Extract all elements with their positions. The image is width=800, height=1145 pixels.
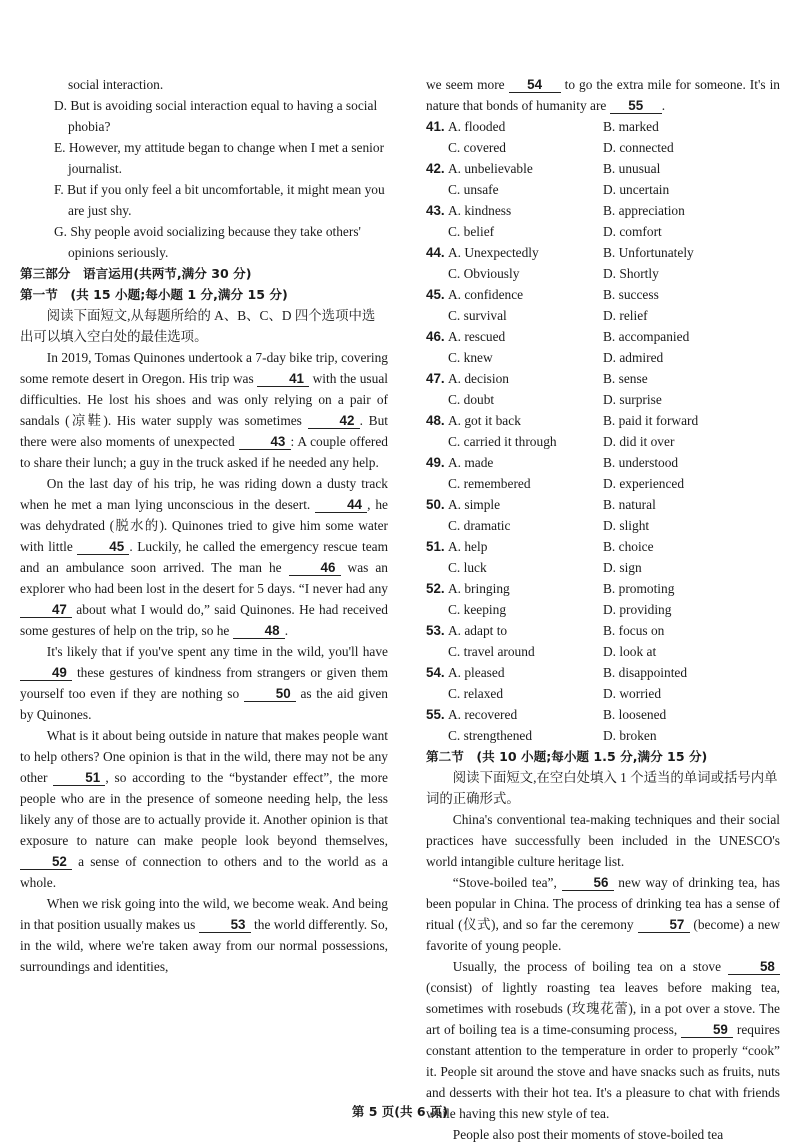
- answer-option[interactable]: B. unusual: [603, 161, 661, 176]
- question-row: [426, 242, 780, 263]
- blank-41[interactable]: 41: [257, 371, 309, 387]
- question-row: [426, 431, 780, 452]
- passage-paragraph-3: It's likely that if you've spent any time in the wild, you'll have 49 these gestures of kindness from strangers or given them yourself too even if they are nothing so 50 as the aid given by Quinones.: [20, 644, 389, 722]
- section2-instruction: 阅读下面短文,在空白处填入 1 个适当的单词或括号内单词的正确形式。: [426, 770, 778, 806]
- answer-option[interactable]: A. rescued: [448, 329, 506, 344]
- question-number: 41.: [426, 119, 445, 134]
- tea-paragraph-1: China's conventional tea-making techniques and their social practices have successfully been included in the UNESCO's world intangible culture heritage list.: [426, 812, 780, 869]
- answer-option[interactable]: A. got it back: [448, 413, 521, 428]
- question-row: [426, 473, 780, 494]
- answer-option[interactable]: D. uncertain: [603, 182, 670, 197]
- question-number: [426, 473, 448, 494]
- blank-54[interactable]: 54: [509, 77, 561, 93]
- answer-option[interactable]: C. luck: [448, 560, 487, 575]
- question-row: [426, 158, 780, 179]
- question-row: [426, 137, 780, 158]
- answer-option[interactable]: D. look at: [603, 644, 657, 659]
- answer-option[interactable]: C. doubt: [448, 392, 495, 407]
- question-row: [426, 578, 780, 599]
- question-number: 52.: [426, 581, 445, 596]
- answer-option[interactable]: B. appreciation: [603, 203, 685, 218]
- answer-option[interactable]: C. unsafe: [448, 182, 499, 197]
- question-row: [426, 452, 780, 473]
- answer-option[interactable]: D. connected: [603, 140, 674, 155]
- answer-option[interactable]: A. confidence: [448, 287, 524, 302]
- answer-option[interactable]: B. loosened: [603, 707, 667, 722]
- blank-42[interactable]: 42: [308, 413, 360, 429]
- question-number: [426, 347, 448, 368]
- answer-option[interactable]: C. Obviously: [448, 266, 520, 281]
- question-row: [426, 263, 780, 284]
- answer-option[interactable]: D. broken: [603, 728, 657, 743]
- question-number: [426, 431, 448, 452]
- option-c-continued: social interaction.: [68, 77, 164, 92]
- question-number: [426, 305, 448, 326]
- blank-58[interactable]: 58: [728, 959, 780, 975]
- choice-questions-table: [426, 116, 780, 746]
- tea-paragraph-4: People also post their moments of stove-boiled tea: [452, 1127, 724, 1142]
- answer-option[interactable]: D. surprise: [603, 392, 662, 407]
- answer-option[interactable]: C. dramatic: [448, 518, 511, 533]
- question-number: 45.: [426, 287, 445, 302]
- answer-option[interactable]: B. accompanied: [603, 329, 690, 344]
- answer-option[interactable]: A. flooded: [448, 119, 506, 134]
- answer-option[interactable]: B. marked: [603, 119, 659, 134]
- answer-option[interactable]: B. promoting: [603, 581, 675, 596]
- question-row: [426, 347, 780, 368]
- answer-option[interactable]: A. bringing: [448, 581, 510, 596]
- answer-option[interactable]: C. relaxed: [448, 686, 504, 701]
- question-number: 42.: [426, 161, 445, 176]
- answer-option[interactable]: D. sign: [603, 560, 642, 575]
- blank-55[interactable]: 55: [610, 98, 662, 114]
- answer-option[interactable]: D. relief: [603, 308, 648, 323]
- tea-paragraph-2: “Stove-boiled tea”, 56 new way of drinking tea, has been popular in China. The process of drinking tea has a sense of ritual (仪式), and so far the ceremony 57 (become) a new favorite of young people.: [426, 875, 780, 953]
- question-row: [426, 599, 780, 620]
- option-g: G. Shy people avoid socializing because they take others' opinions seriously.: [54, 224, 361, 260]
- question-row: [426, 368, 780, 389]
- answer-option[interactable]: C. remembered: [448, 476, 531, 491]
- question-row: [426, 704, 780, 725]
- question-number: [426, 515, 448, 536]
- option-d: D. But is avoiding social interaction equal to having a social phobia?: [54, 98, 378, 134]
- question-row: [426, 515, 780, 536]
- question-row: [426, 410, 780, 431]
- question-number: [426, 641, 448, 662]
- question-row: [426, 326, 780, 347]
- question-row: [426, 221, 780, 242]
- option-e: E. However, my attitude began to change when I met a senior journalist.: [54, 140, 385, 176]
- blank-52[interactable]: 52: [20, 854, 72, 870]
- blank-51[interactable]: 51: [53, 770, 105, 786]
- answer-option[interactable]: B. understood: [603, 455, 679, 470]
- blank-48[interactable]: 48: [233, 623, 285, 639]
- answer-option[interactable]: C. keeping: [448, 602, 507, 617]
- answer-option[interactable]: C. strengthened: [448, 728, 533, 743]
- question-number: 50.: [426, 497, 445, 512]
- answer-option[interactable]: C. belief: [448, 224, 495, 239]
- answer-option[interactable]: C. travel around: [448, 644, 535, 659]
- question-number: [426, 599, 448, 620]
- answer-option[interactable]: B. natural: [603, 497, 656, 512]
- answer-option[interactable]: A. help: [448, 539, 488, 554]
- passage-paragraph-5-continued: we seem more 54 to go the extra mile for someone. It's in nature that bonds of humanity are 55 .: [426, 77, 780, 113]
- blank-56[interactable]: 56: [562, 875, 614, 891]
- answer-option[interactable]: D. admired: [603, 350, 664, 365]
- question-number: 48.: [426, 413, 445, 428]
- question-row: [426, 725, 780, 746]
- question-row: [426, 662, 780, 683]
- question-number: [426, 263, 448, 284]
- passage-paragraph-1: In 2019, Tomas Quinones undertook a 7-day bike trip, covering some remote desert in Oregon. His trip was 41 with the usual difficulties. He lost his shoes and was only relying on a pair of sandals (凉鞋). His water supply was sometimes 42 . But there were also moments of unexpected 43 : A couple offered to share their lunch; a guy in the truck asked if he needed any help.: [20, 350, 389, 470]
- question-number: [426, 221, 448, 242]
- question-number: [426, 389, 448, 410]
- question-number: 51.: [426, 539, 445, 554]
- question-number: [426, 725, 448, 746]
- answer-option[interactable]: A. recovered: [448, 707, 518, 722]
- answer-option[interactable]: A. simple: [448, 497, 501, 512]
- page-footer: 第 5 页(共 6 页): [351, 1104, 449, 1119]
- answer-option[interactable]: C. survival: [448, 308, 507, 323]
- question-row: [426, 641, 780, 662]
- tea-paragraph-3: Usually, the process of boiling tea on a stove 58 (consist) of lightly roasting tea leaves before making tea, sometimes with rosebuds (玫瑰花蕾), in a pot over a stove. The art of boiling tea is a time-consuming process, 59 requires constant attention to the temperature in order to properly “cook” it. People sit around the stove and have snacks such as fruits, nuts and desserts with their hot tea. It's a pleasure to chat with friends while having this new style of tea.: [426, 959, 780, 1121]
- question-number: 47.: [426, 371, 445, 386]
- blank-43[interactable]: 43: [239, 434, 291, 450]
- section2-heading: 第二节 (共 10 小题;每小题 1.5 分,满分 15 分): [426, 749, 708, 764]
- answer-option[interactable]: C. knew: [448, 350, 493, 365]
- option-f: F. But if you only feel a bit uncomfortable, it might mean you are just shy.: [54, 182, 385, 218]
- blank-46[interactable]: 46: [289, 560, 341, 576]
- answer-option[interactable]: B. focus on: [603, 623, 665, 638]
- answer-option[interactable]: D. worried: [603, 686, 662, 701]
- answer-option[interactable]: D. comfort: [603, 224, 662, 239]
- question-number: 55.: [426, 707, 445, 722]
- answer-option[interactable]: D. Shortly: [603, 266, 659, 281]
- answer-option[interactable]: B. Unfortunately: [603, 245, 694, 260]
- answer-option[interactable]: A. decision: [448, 371, 509, 386]
- answer-option[interactable]: A. unbelievable: [448, 161, 533, 176]
- question-row: [426, 494, 780, 515]
- question-row: [426, 536, 780, 557]
- passage-paragraph-4: What is it about being outside in nature that makes people want to help others? One opinion is that in the wild, there may not be any other 51 , so according to the “bystander effect”, the more people who are in the presence of someone needing help, the less likely any of those are to actually provide it. Another opinion is that exposure to nature can make people look beyond themselves, 52 a sense of connection to others and to the world as a whole.: [20, 728, 388, 890]
- question-row: [426, 389, 780, 410]
- answer-option[interactable]: D. did it over: [603, 434, 675, 449]
- blank-44[interactable]: 44: [315, 497, 367, 513]
- answer-option[interactable]: B. disappointed: [603, 665, 688, 680]
- answer-option[interactable]: B. paid it forward: [603, 413, 699, 428]
- question-number: [426, 179, 448, 200]
- blank-59[interactable]: 59: [681, 1022, 733, 1038]
- answer-option[interactable]: B. success: [603, 287, 659, 302]
- left-column: [20, 74, 388, 977]
- section1-heading: 第一节 (共 15 小题;每小题 1 分,满分 15 分): [20, 287, 288, 302]
- question-number: 53.: [426, 623, 445, 638]
- answer-option[interactable]: A. kindness: [448, 203, 512, 218]
- question-number: [426, 557, 448, 578]
- blank-47[interactable]: 47: [20, 602, 72, 618]
- answer-option[interactable]: B. sense: [603, 371, 648, 386]
- question-number: 43.: [426, 203, 445, 218]
- question-row: [426, 200, 780, 221]
- question-number: 49.: [426, 455, 445, 470]
- question-row: [426, 305, 780, 326]
- blank-50[interactable]: 50: [244, 686, 296, 702]
- question-number: [426, 137, 448, 158]
- question-row: [426, 620, 780, 641]
- answer-option[interactable]: C. carried it through: [448, 434, 557, 449]
- answer-option[interactable]: A. Unexpectedly: [448, 245, 539, 260]
- answer-option[interactable]: A. made: [448, 455, 494, 470]
- question-number: 46.: [426, 329, 445, 344]
- section1-instruction: 阅读下面短文,从每题所给的 A、B、C、D 四个选项中选出可以填入空白处的最佳选项。: [20, 308, 376, 344]
- question-row: [426, 683, 780, 704]
- right-column: [426, 74, 780, 1145]
- answer-option[interactable]: B. choice: [603, 539, 654, 554]
- passage-paragraph-5: When we risk going into the wild, we become weak. And being in that position usually makes us 53 the world differently. So, in the wild, where we're taken away from our normal possessions, surroundings and identities,: [20, 896, 388, 974]
- answer-option[interactable]: C. covered: [448, 140, 507, 155]
- blank-57[interactable]: 57: [638, 917, 690, 933]
- blank-45[interactable]: 45: [77, 539, 129, 555]
- question-row: [426, 116, 780, 137]
- part3-heading: 第三部分 语言运用(共两节,满分 30 分): [20, 266, 252, 281]
- question-row: [426, 179, 780, 200]
- question-row: [426, 284, 780, 305]
- question-number: 54.: [426, 665, 445, 680]
- answer-option[interactable]: A. adapt to: [448, 623, 508, 638]
- question-number: 44.: [426, 245, 445, 260]
- answer-option[interactable]: D. experienced: [603, 476, 685, 491]
- answer-option[interactable]: D. slight: [603, 518, 650, 533]
- question-number: [426, 683, 448, 704]
- blank-53[interactable]: 53: [199, 917, 251, 933]
- question-row: [426, 557, 780, 578]
- passage-paragraph-2: On the last day of his trip, he was riding down a dusty track when he met a man lying unconscious in the desert. 44 , he was dehydrated (脱水的). Quinones tried to give him some water with little 45 . Luckily, he called the emergency rescue team and an ambulance soon arrived. The man he 46 was an explorer who had been lost in the desert for 5 days. “I never had any 47 about what I would do,” said Quinones. He had received some gestures of help on the trip, so he 48 .: [20, 476, 388, 638]
- answer-option[interactable]: D. providing: [603, 602, 672, 617]
- blank-49[interactable]: 49: [20, 665, 72, 681]
- answer-option[interactable]: A. pleased: [448, 665, 505, 680]
